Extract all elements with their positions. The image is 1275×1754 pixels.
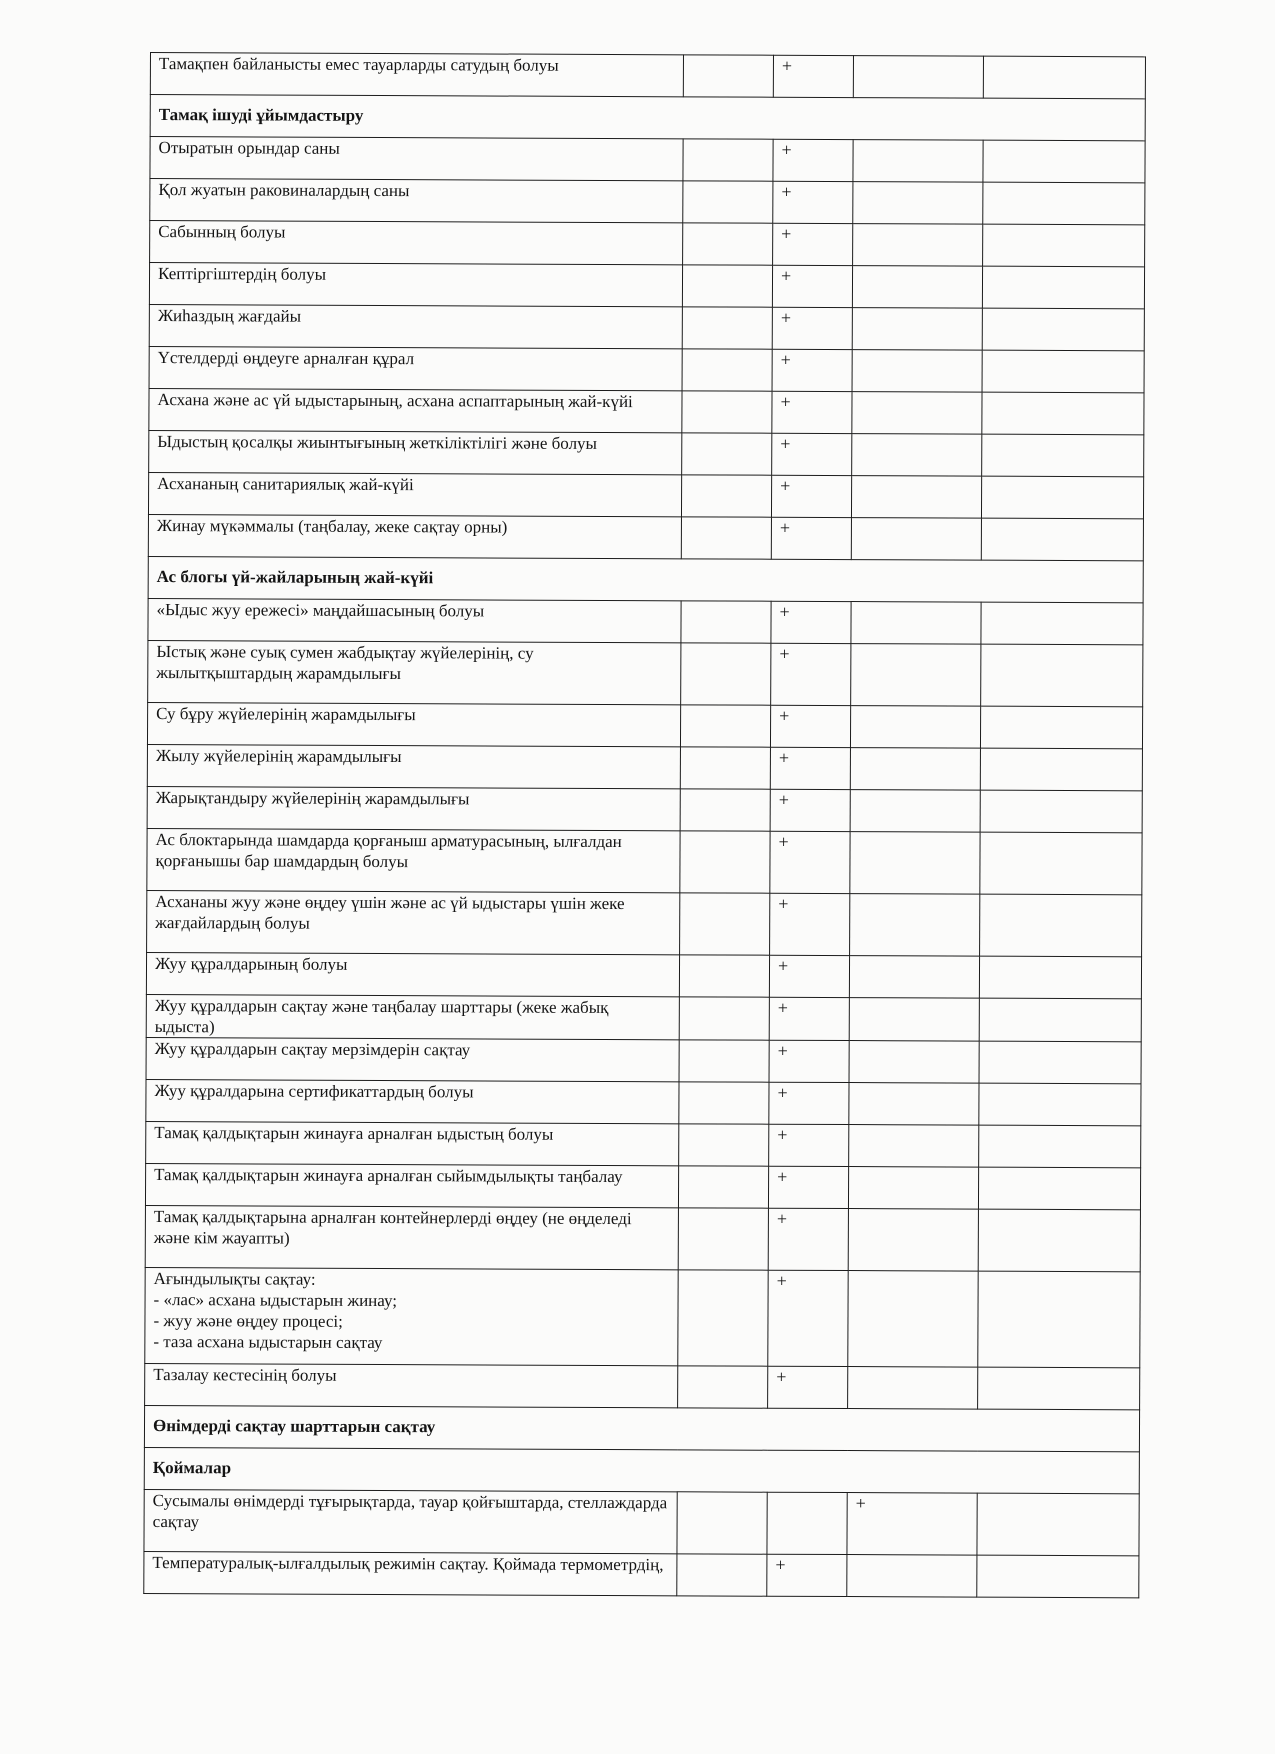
- checklist-page: [143, 52, 1145, 1598]
- note-cell: [979, 1083, 1141, 1126]
- note-cell: [979, 1041, 1141, 1084]
- note-cell: [980, 832, 1142, 895]
- mark-cell-3: [849, 956, 979, 999]
- mark-cell-1: [683, 223, 773, 265]
- table-row: [148, 598, 1143, 644]
- mark-cell-2: [767, 1492, 847, 1554]
- criterion-text: Ағындылықты сақтау: - «лас» асхана ыдыстарын жинау; - жуу және өңдеу процесі; - таза асхана ыдыстарын сақтау: [145, 1267, 678, 1365]
- section-title: Өнімдерді сақтау шарттарын сақтау: [144, 1405, 1139, 1451]
- mark-cell-3: [850, 832, 980, 895]
- mark-cell-1: [678, 1270, 768, 1366]
- criterion-text: Жуу құралдарын сақтау және таңбалау шарттары (жеке жабық ыдыста): [146, 994, 679, 1039]
- mark-cell-3: [848, 1167, 978, 1210]
- note-cell: [981, 644, 1143, 707]
- criterion-text: Үстелдерді өңдеуге арналған құрал: [149, 346, 682, 390]
- mark-cell-1: [678, 1166, 768, 1208]
- mark-cell-3: [849, 1041, 979, 1084]
- mark-cell-1: [681, 517, 771, 559]
- note-cell: [982, 266, 1144, 309]
- table-row: [147, 702, 1142, 748]
- mark-cell-1: [682, 433, 772, 475]
- criterion-text: Отыратын орындар саны: [150, 137, 683, 181]
- note-cell: [979, 956, 1141, 999]
- mark-cell-2: +: [767, 1554, 847, 1596]
- mark-cell-1: [683, 55, 773, 97]
- mark-cell-1: [682, 265, 772, 307]
- criterion-text: Температуралық-ылғалдылық режимін сақтау. Қоймада термометрдің,: [144, 1551, 677, 1595]
- mark-cell-2: +: [768, 1366, 848, 1408]
- note-cell: [981, 602, 1143, 645]
- mark-cell-3: [847, 1555, 977, 1598]
- note-cell: [983, 182, 1145, 225]
- mark-cell-3: [851, 518, 981, 561]
- section-header-row: [144, 1447, 1139, 1493]
- note-cell: [983, 56, 1145, 99]
- table-row: [149, 430, 1144, 476]
- table-row: [150, 137, 1145, 183]
- checklist-table: [143, 52, 1146, 1598]
- table-row: [146, 1121, 1141, 1167]
- mark-cell-2: +: [769, 955, 849, 997]
- mark-cell-1: [679, 955, 769, 997]
- note-cell: [980, 790, 1142, 833]
- mark-cell-1: [680, 705, 770, 747]
- table-row: [147, 828, 1142, 894]
- note-cell: [977, 1555, 1139, 1598]
- mark-cell-2: +: [771, 643, 851, 705]
- mark-cell-1: [680, 789, 770, 831]
- table-row: [149, 304, 1144, 350]
- mark-cell-1: [683, 139, 773, 181]
- note-cell: [982, 434, 1144, 477]
- table-row: [150, 221, 1145, 267]
- criterion-text: Жуу құралдарының болуы: [146, 952, 679, 996]
- mark-cell-3: [852, 434, 982, 477]
- criterion-text: Асхананы жуу және өңдеу үшін және ас үй ыдыстары үшін жеке жағдайлардың болуы: [147, 890, 680, 954]
- section-header-row: [144, 1405, 1139, 1451]
- section-title: Тамақ ішуді ұйымдастыру: [150, 95, 1145, 141]
- mark-cell-3: [850, 706, 980, 749]
- table-row: [145, 1205, 1140, 1271]
- mark-cell-2: +: [768, 1208, 848, 1270]
- table-row: [149, 346, 1144, 392]
- table-row: [144, 1489, 1139, 1555]
- mark-cell-3: [849, 998, 979, 1042]
- section-header-row: [150, 95, 1145, 141]
- note-cell: [979, 1125, 1141, 1168]
- mark-cell-2: +: [768, 1166, 848, 1208]
- criterion-text: Тамақ қалдықтарына арналған контейнерлерді өңдеу (не өңделеді және кім жауапты): [145, 1205, 678, 1269]
- mark-cell-2: +: [769, 1082, 849, 1124]
- criterion-text: Су бұру жүйелерінің жарамдылығы: [147, 702, 680, 746]
- table-row: [149, 263, 1144, 309]
- criterion-text: Ыстық және суық сумен жабдықтау жүйелерінің, су жылытқыштардың жарамдылығы: [148, 640, 681, 704]
- note-cell: [982, 308, 1144, 351]
- criterion-text: Асхана және ас үй ыдыстарының, асхана аспаптарының жай-күйі: [149, 388, 682, 432]
- table-row: [145, 1363, 1140, 1409]
- mark-cell-3: [848, 1271, 978, 1368]
- mark-cell-3: [849, 1083, 979, 1126]
- mark-cell-2: +: [771, 475, 851, 517]
- mark-cell-1: [680, 831, 770, 893]
- table-row: [146, 1079, 1141, 1125]
- mark-cell-1: [679, 997, 769, 1040]
- mark-cell-2: +: [770, 747, 850, 789]
- criterion-text: Жуу құралдарына сертификаттардың болуы: [146, 1079, 679, 1123]
- note-cell: [977, 1493, 1139, 1556]
- criterion-text: Тамақпен байланысты емес тауарларды сатудың болуы: [150, 53, 683, 97]
- table-row: [147, 786, 1142, 832]
- criterion-text: Қол жуатын раковиналардың саны: [150, 179, 683, 223]
- mark-cell-2: +: [769, 997, 849, 1040]
- mark-cell-2: +: [772, 307, 852, 349]
- table-row: [148, 472, 1143, 518]
- table-row: [144, 1551, 1139, 1597]
- mark-cell-2: +: [770, 893, 850, 955]
- mark-cell-3: [853, 182, 983, 225]
- mark-cell-3: [852, 392, 982, 435]
- mark-cell-3: [853, 140, 983, 183]
- mark-cell-2: +: [770, 705, 850, 747]
- note-cell: [978, 1209, 1140, 1272]
- mark-cell-3: [850, 894, 980, 957]
- table-row: [145, 1267, 1140, 1367]
- mark-cell-2: +: [772, 349, 852, 391]
- mark-cell-3: [852, 350, 982, 393]
- note-cell: [979, 998, 1141, 1042]
- mark-cell-2: +: [773, 55, 853, 97]
- criterion-text: Ыдыстың қосалқы жиынтығының жеткіліктілігі және болуы: [149, 430, 682, 474]
- mark-cell-2: +: [772, 391, 852, 433]
- mark-cell-2: +: [771, 601, 851, 643]
- mark-cell-1: [677, 1554, 767, 1596]
- mark-cell-3: [848, 1209, 978, 1272]
- mark-cell-3: [851, 476, 981, 519]
- mark-cell-2: +: [768, 1270, 848, 1366]
- mark-cell-3: [853, 56, 983, 99]
- mark-cell-1: [682, 349, 772, 391]
- mark-cell-1: [680, 747, 770, 789]
- mark-cell-1: [678, 1366, 768, 1408]
- criterion-text: Кептіргіштердің болуы: [149, 263, 682, 307]
- mark-cell-1: [681, 601, 771, 643]
- mark-cell-2: +: [772, 433, 852, 475]
- mark-cell-1: [681, 643, 771, 705]
- mark-cell-1: [682, 307, 772, 349]
- mark-cell-1: [679, 1040, 769, 1082]
- mark-cell-2: +: [769, 1124, 849, 1166]
- note-cell: [981, 476, 1143, 519]
- note-cell: [980, 706, 1142, 749]
- mark-cell-2: +: [773, 223, 853, 265]
- note-cell: [982, 392, 1144, 435]
- mark-cell-3: [850, 748, 980, 791]
- mark-cell-3: +: [847, 1493, 977, 1556]
- section-title: Ас блогы үй-жайларының жай-күйі: [148, 556, 1143, 602]
- note-cell: [978, 1167, 1140, 1210]
- table-row: [146, 1037, 1141, 1083]
- section-title: Қоймалар: [144, 1447, 1139, 1493]
- note-cell: [983, 224, 1145, 267]
- mark-cell-2: +: [770, 831, 850, 893]
- criterion-text: Асхананың санитариялық жай-күйі: [148, 472, 681, 516]
- note-cell: [978, 1271, 1140, 1368]
- criterion-text: Жарықтандыру жүйелерінің жарамдылығы: [147, 786, 680, 830]
- mark-cell-1: [682, 391, 772, 433]
- table-row: [146, 994, 1141, 1041]
- criterion-text: Сусымалы өнімдерді тұғырықтарда, тауар қойғыштарда, стеллаждарда сақтау: [144, 1489, 677, 1553]
- criterion-text: Жиһаздың жағдайы: [149, 304, 682, 348]
- table-row: [150, 53, 1145, 99]
- note-cell: [980, 748, 1142, 791]
- criterion-text: Сабынның болуы: [150, 221, 683, 265]
- criterion-text: Тазалау кестесінің болуы: [145, 1363, 678, 1407]
- mark-cell-1: [679, 1082, 769, 1124]
- mark-cell-1: [677, 1492, 767, 1554]
- mark-cell-3: [853, 224, 983, 267]
- criterion-text: Жуу құралдарын сақтау мерзімдерін сақтау: [146, 1037, 679, 1081]
- mark-cell-2: +: [773, 139, 853, 181]
- criterion-text: «Ыдыс жуу ережесі» маңдайшасының болуы: [148, 598, 681, 642]
- table-row: [147, 890, 1142, 956]
- note-cell: [981, 518, 1143, 561]
- mark-cell-2: +: [769, 1040, 849, 1082]
- mark-cell-1: [681, 475, 771, 517]
- note-cell: [982, 350, 1144, 393]
- mark-cell-3: [851, 644, 981, 707]
- mark-cell-2: +: [770, 789, 850, 831]
- mark-cell-3: [852, 308, 982, 351]
- mark-cell-3: [848, 1367, 978, 1410]
- note-cell: [980, 894, 1142, 957]
- mark-cell-1: [678, 1208, 768, 1270]
- table-row: [145, 1163, 1140, 1209]
- criterion-text: Ас блоктарында шамдарда қорғаныш арматурасының, ылғалдан қорғанышы бар шамдардың болуы: [147, 828, 680, 892]
- table-row: [148, 640, 1143, 706]
- mark-cell-2: +: [773, 181, 853, 223]
- mark-cell-1: [680, 893, 770, 955]
- mark-cell-3: [851, 602, 981, 645]
- mark-cell-3: [849, 1125, 979, 1168]
- criterion-text: Жылу жүйелерінің жарамдылығы: [147, 744, 680, 788]
- table-row: [150, 179, 1145, 225]
- table-row: [147, 744, 1142, 790]
- mark-cell-2: +: [771, 517, 851, 559]
- table-row: [146, 952, 1141, 998]
- mark-cell-3: [852, 266, 982, 309]
- criterion-text: Жинау мүкәммалы (таңбалау, жеке сақтау орны): [148, 514, 681, 558]
- mark-cell-1: [679, 1124, 769, 1166]
- mark-cell-3: [850, 790, 980, 833]
- section-header-row: [148, 556, 1143, 602]
- table-row: [148, 514, 1143, 560]
- mark-cell-1: [683, 181, 773, 223]
- criterion-text: Тамақ қалдықтарын жинауға арналған сыйымдылықты таңбалау: [145, 1163, 678, 1207]
- note-cell: [983, 140, 1145, 183]
- note-cell: [978, 1367, 1140, 1410]
- mark-cell-2: +: [772, 265, 852, 307]
- criterion-text: Тамақ қалдықтарын жинауға арналған ыдыстың болуы: [146, 1121, 679, 1165]
- table-row: [149, 388, 1144, 434]
